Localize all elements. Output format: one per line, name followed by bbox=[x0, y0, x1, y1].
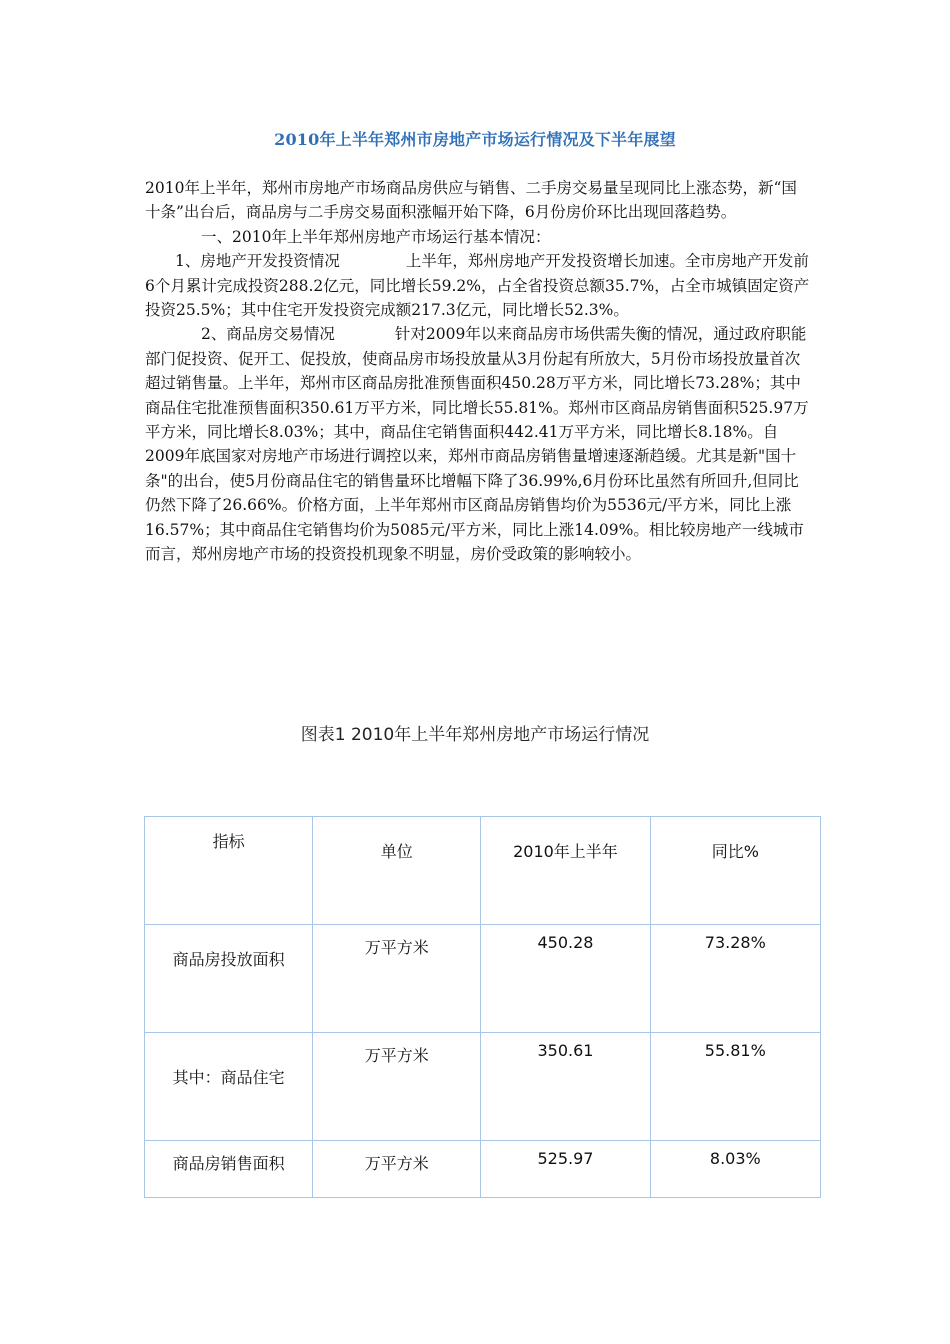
subsection1-heading: 1、房地产开发投资情况 bbox=[175, 252, 340, 271]
table-header-cell: 2010年上半年 bbox=[481, 817, 650, 925]
intro-paragraph: 2010年上半年，郑州市房地产市场商品房供应与销售、二手房交易量呈现同比上涨态势，新“国十条”出台后，商品房与二手房交易面积涨幅开始下降，6月份房价环比出现回落趋势。 bbox=[145, 179, 797, 222]
table-cell: 万平方米 bbox=[313, 1141, 481, 1198]
table-cell: 350.61 bbox=[481, 1033, 650, 1141]
table-header-cell: 同比% bbox=[650, 817, 820, 925]
table-cell: 万平方米 bbox=[313, 925, 481, 1033]
table-header-cell: 指标 bbox=[145, 817, 313, 925]
subsection1-text: 上半年，郑州房地产开发投资增长加速。全市房地产开发前6个月累计完成投资288.2亿元，同比增长59.2%，占全省投资总额35.7%，占全市城镇固定资产投资25.5%；其中住宅开发投资完成额217.3亿元，同比增长52.3%。 bbox=[145, 252, 810, 320]
table-cell: 其中：商品住宅 bbox=[145, 1033, 313, 1141]
table-cell: 73.28% bbox=[650, 925, 820, 1033]
subsection2-heading: 2、商品房交易情况 bbox=[201, 325, 335, 344]
table-row bbox=[145, 925, 821, 1033]
table-cell: 8.03% bbox=[650, 1141, 820, 1198]
table-cell: 商品房投放面积 bbox=[145, 925, 313, 1033]
table-cell: 525.97 bbox=[481, 1141, 650, 1198]
section1-heading: 一、2010年上半年郑州房地产市场运行基本情况： bbox=[201, 227, 551, 246]
table-header-row bbox=[145, 817, 821, 925]
table-header-cell: 单位 bbox=[313, 817, 481, 925]
table-cell: 商品房销售面积 bbox=[145, 1141, 313, 1198]
subsection2-paragraph bbox=[145, 322, 810, 566]
subsection1-paragraph bbox=[145, 249, 810, 322]
document-body bbox=[145, 176, 810, 567]
table-cell: 万平方米 bbox=[313, 1033, 481, 1141]
figure-caption: 图表1 2010年上半年郑州房地产市场运行情况 bbox=[300, 725, 650, 745]
table-row bbox=[145, 1141, 821, 1198]
document-title: 2010年上半年郑州市房地产市场运行情况及下半年展望 bbox=[274, 130, 676, 149]
table-row bbox=[145, 1033, 821, 1141]
subsection2-text: 针对2009年以来商品房市场供需失衡的情况，通过政府职能部门促投资、促开工、促投放，使商品房市场投放量从3月份起有所放大，5月份市场投放量首次超过销售量。上半年，郑州市区商品房批准预售面积450.28万平方米，同比增长73.28%；其中商品住宅批准预售面积350.61万平方米，同比增长55.81%。郑州市区商品房销售面积525.97万平方米，同比增长8.03%；其中，商品住宅销售面积442.41万平方米，同比增长8.18%。自2009年底国家对房地产市场进行调控以来，郑州市商品房销售量增速逐渐趋缓。尤其是新"国十条"的出台，使5月份商品住宅的销售量环比增幅下降了36.99%,6月份环比虽然有所回升,但同比仍然下降了26.66%。价格方面，上半年郑州市区商品房销售均价为5536元/平方米，同比上涨16.57%；其中商品住宅销售均价为5085元/平方米，同比上涨14.09%。相比较房地产一线城市而言，郑州房地产市场的投资投机现象不明显，房价受政策的影响较小。 bbox=[145, 325, 809, 564]
data-table bbox=[144, 816, 821, 1198]
table-cell: 55.81% bbox=[650, 1033, 820, 1141]
table-cell: 450.28 bbox=[481, 925, 650, 1033]
